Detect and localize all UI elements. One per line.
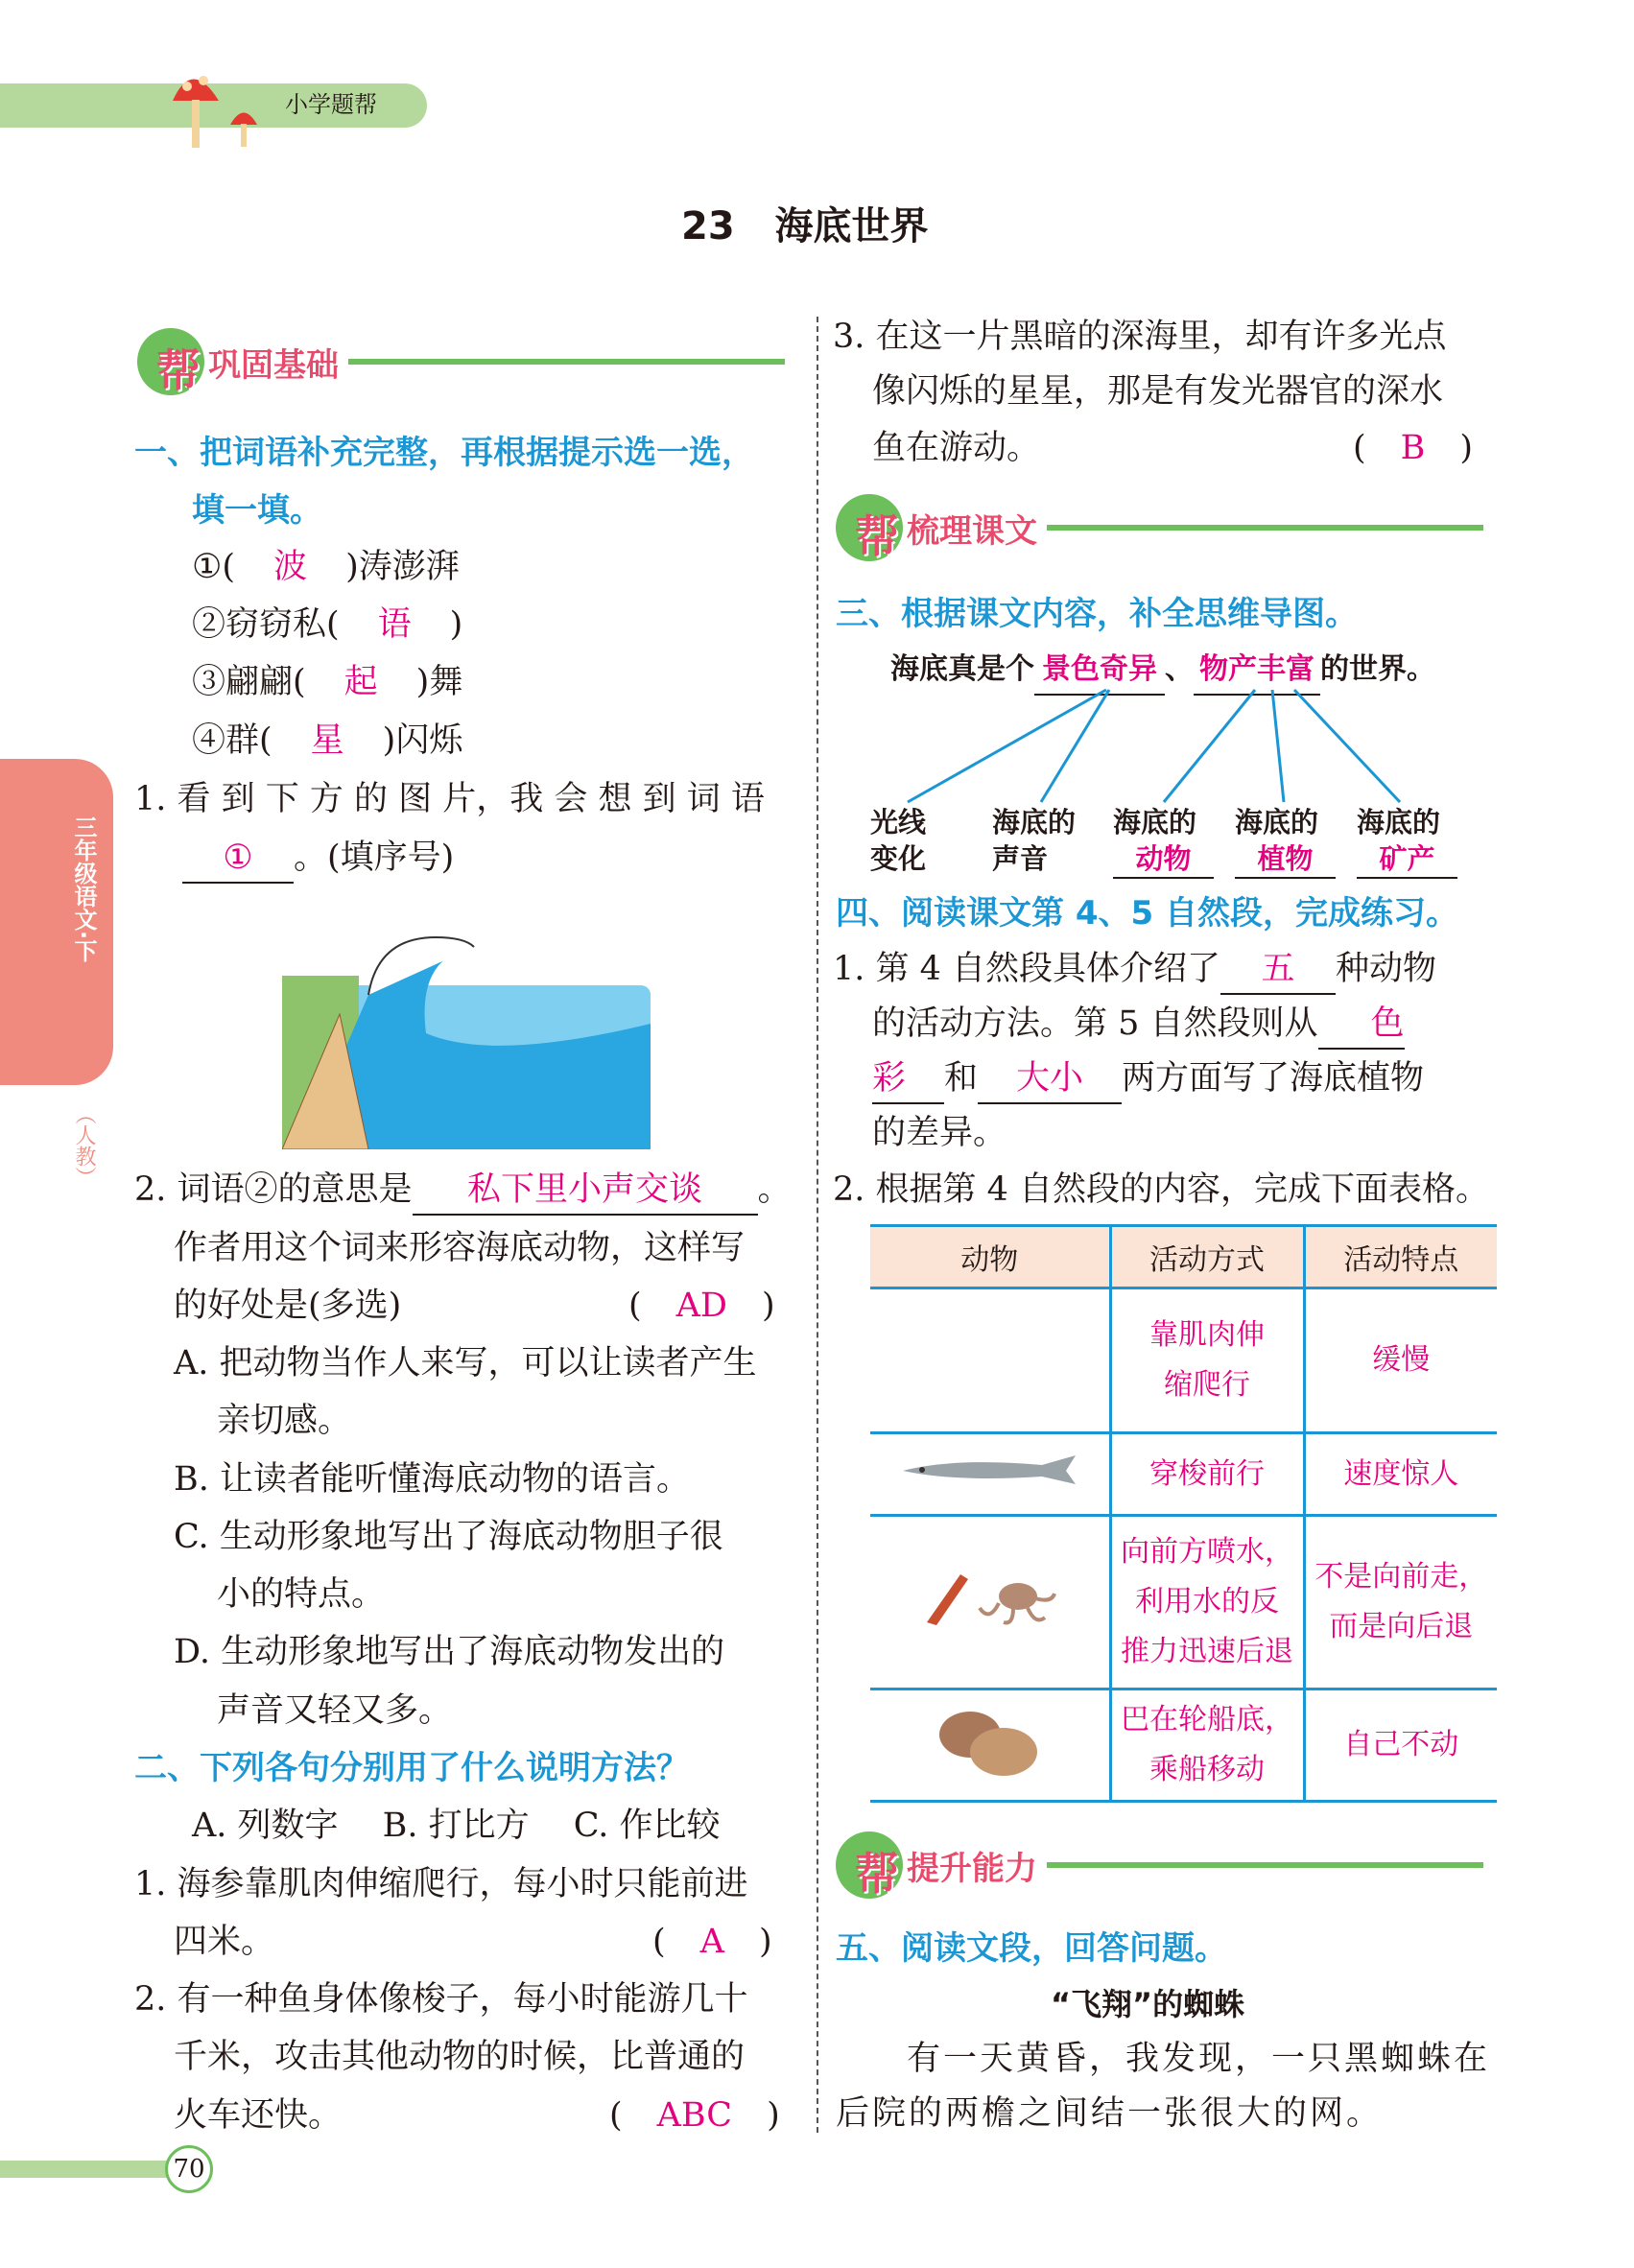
q4-title: 四、阅读课文第 4、5 自然段，完成练习。 xyxy=(836,894,1458,933)
passage-text: 后院的两檐之间结一张很大的网。 xyxy=(836,2094,1384,2133)
q2-options: A. 列数字 B. 打比方 C. 作比较 xyxy=(192,1807,721,1845)
q1-title-2: 填一填。 xyxy=(192,491,322,530)
word-item: ③翩翩( 起 )舞 xyxy=(192,663,463,701)
way-cell: 巴在轮船底， 乘船移动 xyxy=(1110,1689,1304,1802)
q2-2-answer: ( ABC ) xyxy=(609,2096,780,2135)
option-d: D. 生动形象地写出了海底动物发出的 xyxy=(174,1633,725,1671)
way-cell: 向前方喷水， 利用水的反 推力迅速后退 xyxy=(1110,1516,1304,1689)
trait-cell: 速度惊人 xyxy=(1304,1433,1497,1516)
table-header xyxy=(870,1226,1497,1288)
word-item: ①( 波 )涛澎湃 xyxy=(192,548,460,586)
section-header-review: 帮 梳理课文 xyxy=(836,489,1483,566)
way-cell: 靠肌肉伸 缩爬行 xyxy=(1110,1288,1304,1433)
option-d: 声音又轻又多。 xyxy=(217,1691,453,1730)
fish-image xyxy=(870,1433,1110,1516)
mindmap-node: 海底的 声音 xyxy=(992,806,1077,875)
q2-3-answer: ( B ) xyxy=(1353,429,1474,467)
option-c: C. 生动形象地写出了海底动物胆子很 xyxy=(174,1518,723,1556)
col-trait: 活动特点 xyxy=(1304,1226,1497,1288)
section-header-improve: 帮 提升能力 xyxy=(836,1827,1483,1903)
side-edition: （人教） xyxy=(72,1103,96,1188)
option-b: B. 让读者能听懂海底动物的语言。 xyxy=(174,1460,690,1499)
q2-1-answer: ( A ) xyxy=(652,1923,772,1961)
option-a: 亲切感。 xyxy=(217,1402,352,1440)
page-number: 70 xyxy=(165,2145,213,2193)
q2-3: 3. 在这一片黑暗的深海里，却有许多光点 xyxy=(833,318,1447,356)
side-tab-label: 三年级语文·下 xyxy=(70,815,97,963)
q3-title: 三、根据课文内容，补全思维导图。 xyxy=(836,595,1358,633)
col-way: 活动方式 xyxy=(1110,1226,1304,1288)
passage-text: 有一天黄昏，我发现，一只黑蜘蛛在 xyxy=(907,2040,1491,2078)
trait-cell: 缓慢 xyxy=(1304,1288,1497,1433)
passage-title: “飞翔”的蜘蛛 xyxy=(1051,1986,1245,2022)
option-c: 小的特点。 xyxy=(217,1575,386,1614)
word-item: ②窃窃私( 语 ) xyxy=(192,605,463,644)
trait-cell: 不是向前走， 而是向后退 xyxy=(1304,1516,1497,1689)
q2-3: 像闪烁的星星，那是有发光器官的深水 xyxy=(872,372,1444,411)
q5-title: 五、阅读文段，回答问题。 xyxy=(836,1929,1227,1968)
table-row xyxy=(870,1288,1497,1433)
table-row xyxy=(870,1689,1497,1802)
q1-2-choice: ( AD ) xyxy=(628,1287,775,1325)
animal-table xyxy=(870,1224,1497,1803)
word-item: ④群( 星 )闪烁 xyxy=(192,721,463,760)
mindmap-root: 海底真是个 景色奇异 、 物产丰富 的世界。 xyxy=(890,643,1435,697)
squid-octopus-image xyxy=(870,1516,1110,1689)
q2-1: 1. 海参靠肌肉伸缩爬行，每小时只能前进 xyxy=(134,1865,748,1903)
col-animal: 动物 xyxy=(870,1226,1110,1288)
q4-1: 的活动方法。第 5 自然段则从 色 xyxy=(872,997,1405,1051)
q2-2: 火车还快。 xyxy=(174,2096,343,2135)
q1-title: 一、把词语补充完整，再根据提示选一选， xyxy=(134,434,754,472)
q1-2-text: 作者用这个词来形容海底动物，这样写 xyxy=(174,1229,746,1267)
mindmap-node: 海底的 矿产 xyxy=(1357,804,1457,879)
section-header-basics: 帮 巩固基础 xyxy=(137,323,785,400)
q2-2: 千米，攻击其他动物的时候，比普通的 xyxy=(174,2038,746,2076)
mindmap-node: 光线 变化 xyxy=(870,806,927,875)
way-cell: 穿梭前行 xyxy=(1110,1433,1304,1516)
q2-3: 鱼在游动。 xyxy=(872,429,1041,467)
option-a: A. 把动物当作人来写，可以让读者产生 xyxy=(174,1344,757,1382)
q1-1-answer: ① 。(填序号) xyxy=(182,831,454,885)
q2-title: 二、下列各句分别用了什么说明方法？ xyxy=(134,1749,689,1787)
q4-1: 彩 和 大小 两方面写了海底植物 xyxy=(872,1051,1424,1105)
shellfish-image xyxy=(870,1689,1110,1802)
table-row xyxy=(870,1516,1497,1689)
animal-cell xyxy=(870,1288,1110,1433)
table-row xyxy=(870,1433,1497,1516)
q1-2-text: 2. 词语②的意思是 私下里小声交谈 。 xyxy=(134,1163,792,1217)
q2-1: 四米。 xyxy=(174,1923,275,1961)
trait-cell: 自己不动 xyxy=(1304,1689,1497,1802)
q2-2: 2. 有一种鱼身体像梭子，每小时能游几十 xyxy=(134,1980,748,2019)
q1-2-text: 的好处是(多选) xyxy=(174,1287,402,1325)
q4-1: 1. 第 4 自然段具体介绍了 五 种动物 xyxy=(833,942,1436,996)
q1-1-text: 1. 看 到 下 方 的 图 片，我 会 想 到 词 语 xyxy=(134,780,765,818)
mindmap-node: 海底的 植物 xyxy=(1235,804,1336,879)
brand-name: 小学题帮 xyxy=(285,91,377,118)
q4-1: 的差异。 xyxy=(872,1114,1007,1152)
page-title: 23 海底世界 xyxy=(681,204,929,248)
q4-2: 2. 根据第 4 自然段的内容，完成下面表格。 xyxy=(833,1170,1490,1209)
mindmap-node: 海底的 动物 xyxy=(1113,804,1214,879)
